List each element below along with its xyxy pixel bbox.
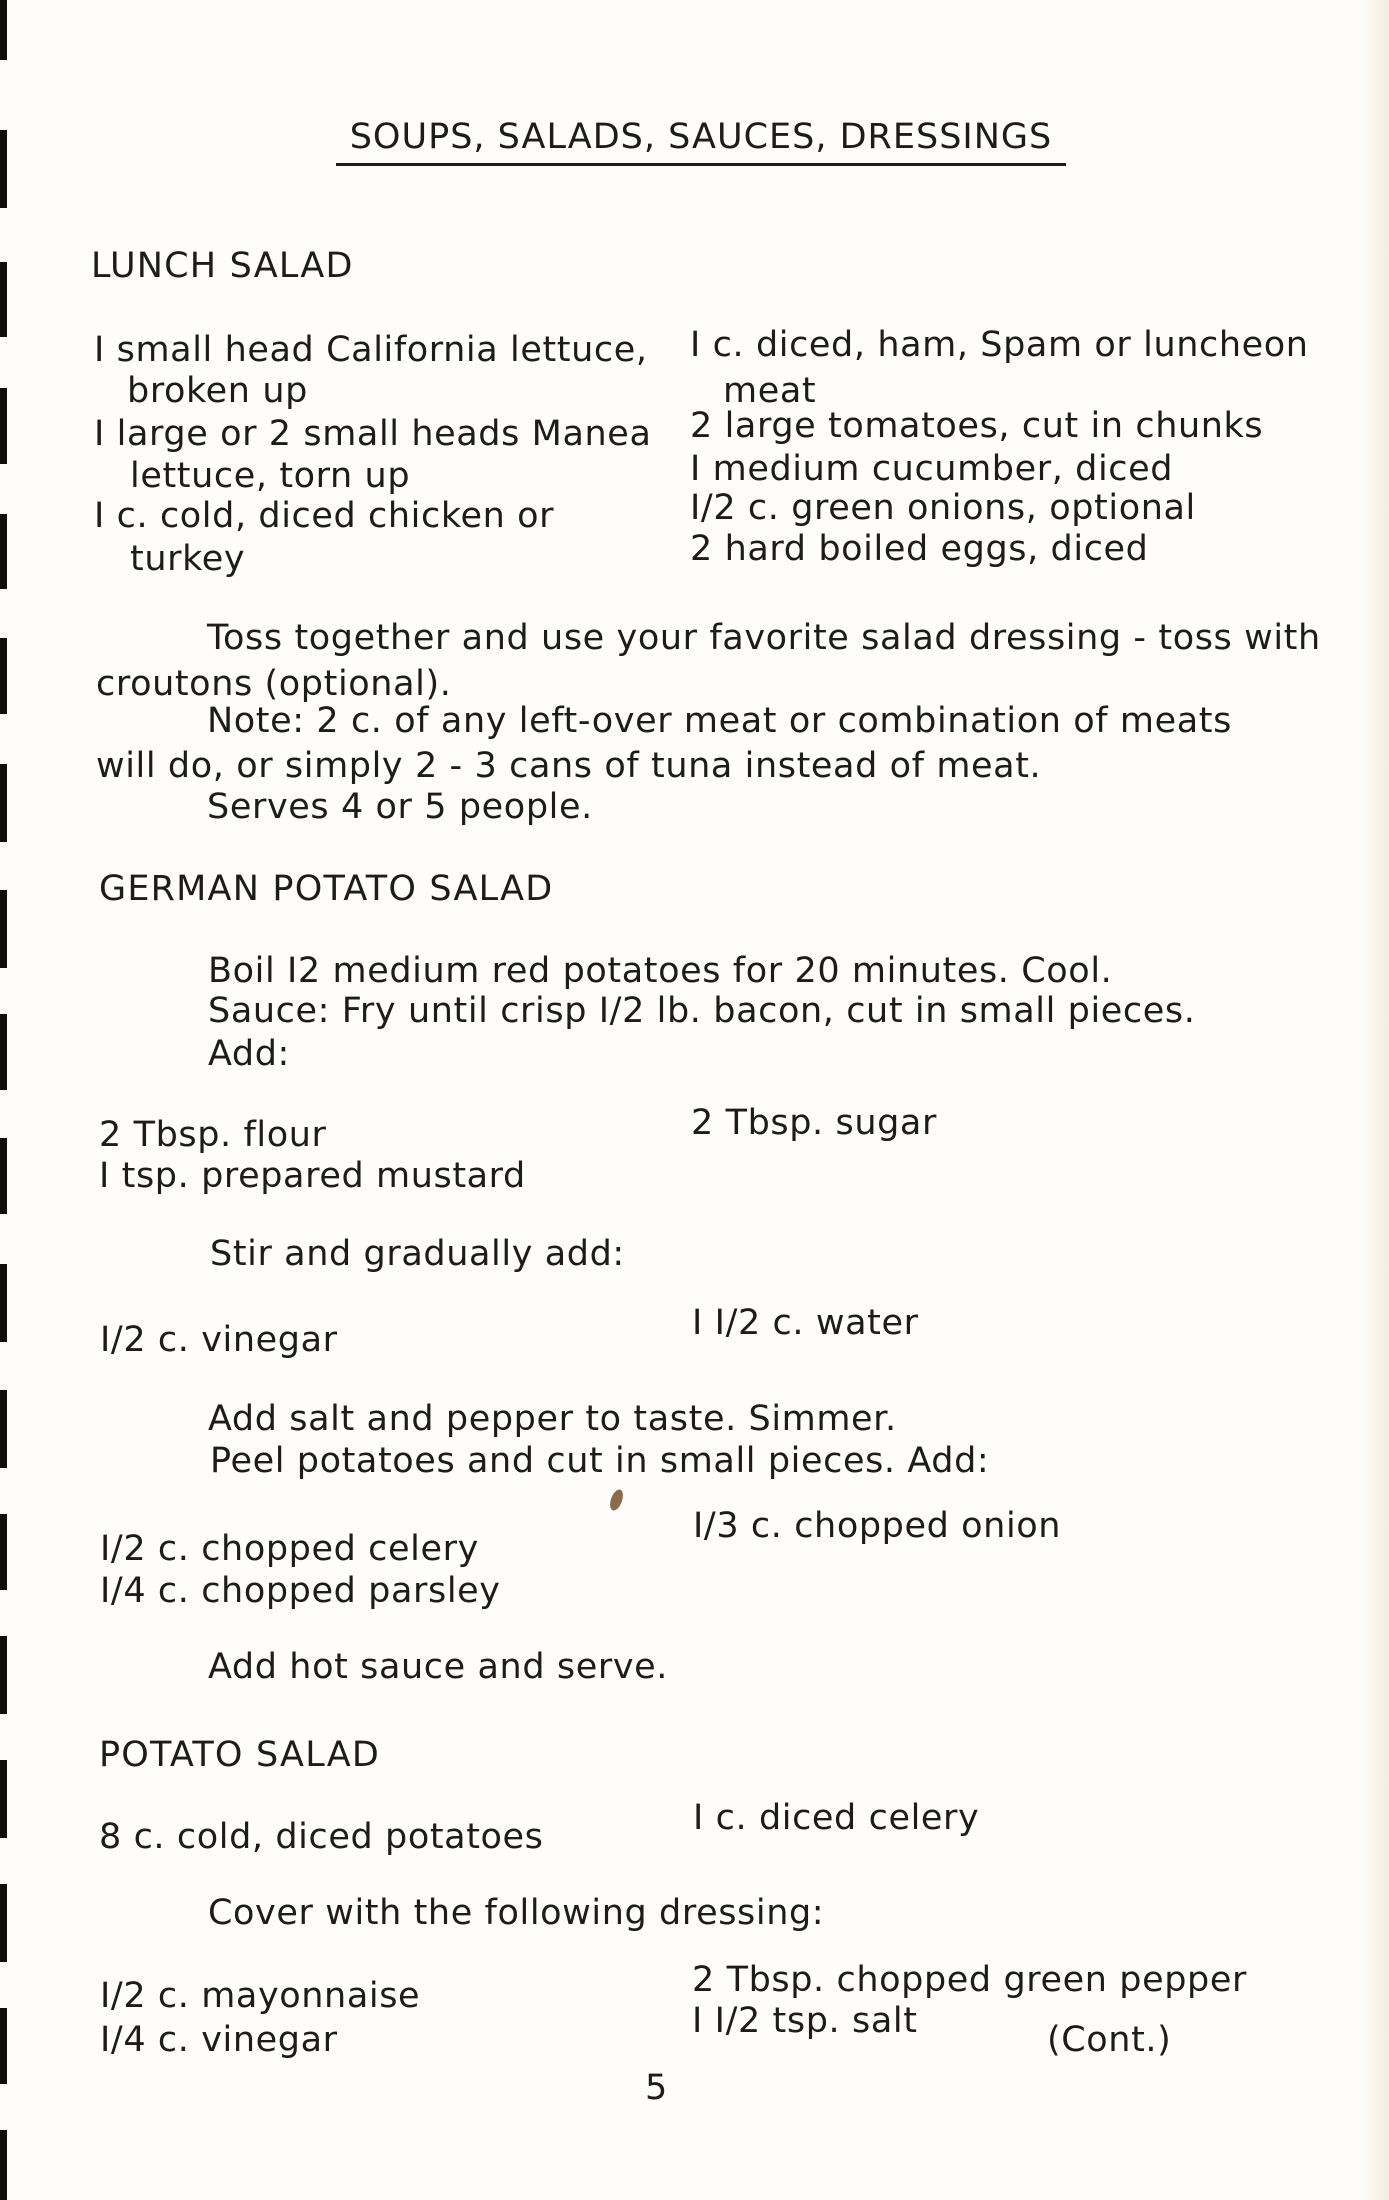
continued-note: (Cont.) — [1047, 2020, 1172, 2060]
ingredient-line: 8 c. cold, diced potatoes — [99, 1817, 544, 1857]
ingredient-line: broken up — [127, 371, 308, 411]
instruction-line: Stir and gradually add: — [210, 1234, 625, 1274]
instruction-line: Serves 4 or 5 people. — [207, 787, 593, 827]
ingredient-line: 2 hard boiled eggs, diced — [690, 529, 1149, 569]
recipe-title-lunch-salad: LUNCH SALAD — [91, 246, 354, 286]
ingredient-line: I c. diced, ham, Spam or luncheon — [690, 325, 1309, 365]
ingredient-line: I/4 c. chopped parsley — [100, 1571, 501, 1611]
instruction-line: Cover with the following dressing: — [208, 1893, 825, 1933]
instruction-line: Boil I2 medium red potatoes for 20 minutes. Cool. — [208, 951, 1113, 991]
page-edge-discoloration — [1359, 0, 1389, 2200]
ink-stain — [608, 1488, 626, 1512]
ingredient-line: meat — [723, 371, 817, 411]
ingredient-line: I tsp. prepared mustard — [99, 1156, 526, 1196]
instruction-line: Peel potatoes and cut in small pieces. Add: — [210, 1441, 990, 1481]
page-number: 5 — [645, 2068, 668, 2108]
instruction-line: Sauce: Fry until crisp I/2 lb. bacon, cut in small pieces. — [208, 991, 1196, 1031]
section-header: SOUPS, SALADS, SAUCES, DRESSINGS — [336, 117, 1066, 166]
ingredient-line: I/3 c. chopped onion — [693, 1506, 1062, 1546]
ingredient-line: I I/2 c. water — [692, 1303, 919, 1343]
ingredient-line: I c. cold, diced chicken or — [94, 496, 555, 536]
instruction-line: Note: 2 c. of any left-over meat or combination of meats — [207, 701, 1232, 741]
ingredient-line: 2 Tbsp. flour — [99, 1115, 327, 1155]
ingredient-line: turkey — [130, 539, 246, 579]
instruction-line: will do, or simply 2 - 3 cans of tuna instead of meat. — [96, 746, 1042, 786]
ingredient-line: I/2 c. mayonnaise — [100, 1976, 421, 2016]
ingredient-line: I I/2 tsp. salt — [692, 2001, 918, 2041]
ingredient-line: I/4 c. vinegar — [100, 2020, 338, 2060]
instruction-line: croutons (optional). — [96, 664, 452, 704]
ingredient-line: I c. diced celery — [693, 1798, 980, 1838]
instruction-line: Add hot sauce and serve. — [208, 1647, 669, 1687]
ingredient-line: 2 Tbsp. chopped green pepper — [692, 1960, 1247, 2000]
ingredient-line: I large or 2 small heads Manea — [94, 414, 652, 454]
instruction-line: Toss together and use your favorite salad dressing - toss with — [207, 618, 1321, 658]
recipe-title-german-potato-salad: GERMAN POTATO SALAD — [99, 869, 554, 909]
ingredient-line: I/2 c. green onions, optional — [690, 488, 1196, 528]
ingredient-line: lettuce, torn up — [130, 456, 411, 496]
ingredient-line: I/2 c. chopped celery — [100, 1529, 479, 1569]
ingredient-line: I medium cucumber, diced — [690, 449, 1174, 489]
instruction-line: Add: — [208, 1034, 290, 1074]
ingredient-line: 2 Tbsp. sugar — [691, 1103, 937, 1143]
ingredient-line: I small head California lettuce, — [94, 330, 648, 370]
ingredient-line: I/2 c. vinegar — [100, 1320, 338, 1360]
ingredient-line: 2 large tomatoes, cut in chunks — [690, 406, 1264, 446]
spiral-binding — [0, 0, 14, 2200]
recipe-title-potato-salad: POTATO SALAD — [99, 1735, 381, 1775]
instruction-line: Add salt and pepper to taste. Simmer. — [208, 1399, 897, 1439]
